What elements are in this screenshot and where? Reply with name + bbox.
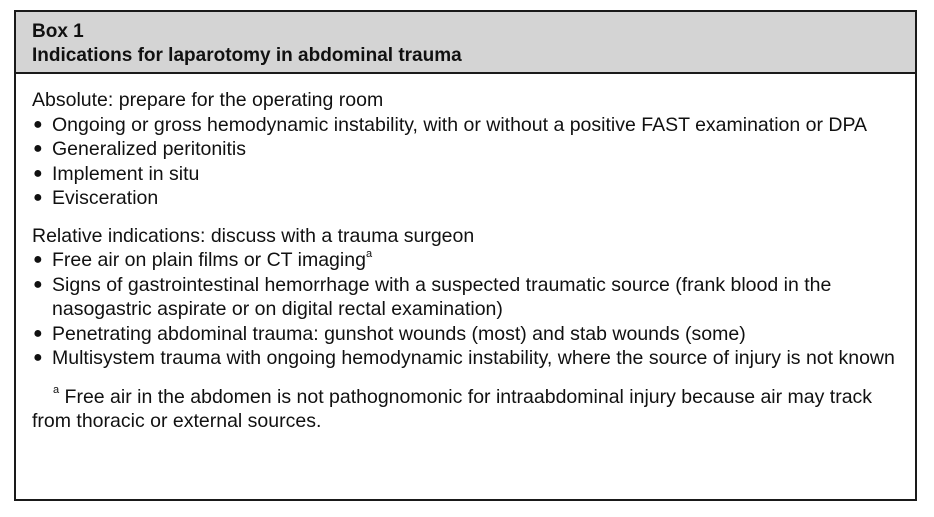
box-label: Box 1 — [32, 21, 84, 42]
bullet-icon: ● — [33, 251, 43, 268]
relative-heading: Relative indications: discuss with a trauma surgeon — [32, 224, 475, 247]
list-item-text: Ongoing or gross hemodynamic instability, with or without a positive FAST examination or DPA — [52, 113, 868, 136]
list-item — [32, 186, 899, 211]
indications-box — [14, 10, 917, 501]
footnote-marker: a — [53, 384, 60, 396]
footnote-text: Free air in the abdomen is not pathognomonic for intraabdominal injury because air may track from thoracic or external sources. — [32, 385, 873, 432]
section-spacer — [32, 211, 899, 224]
bullet-icon: ● — [33, 140, 43, 157]
list-item — [32, 322, 899, 347]
bullet-icon: ● — [33, 324, 43, 342]
bullet-icon: ● — [33, 275, 43, 293]
list-item-text: Signs of gastrointestinal hemorrhage with a suspected traumatic source (frank blood in the nasogastric aspirate or on digital rectal examination) — [52, 273, 832, 320]
box-title: Indications for laparotomy in abdominal trauma — [32, 45, 462, 66]
box-body — [16, 74, 915, 434]
list-item — [32, 273, 899, 322]
list-item — [32, 346, 899, 371]
list-item-text: Evisceration — [52, 187, 159, 209]
list-item — [32, 162, 899, 187]
footnote — [32, 385, 899, 434]
list-item — [32, 248, 899, 273]
list-item-text: Implement in situ — [52, 162, 200, 185]
bullet-icon: ● — [33, 164, 43, 182]
bullet-icon: ● — [33, 349, 43, 366]
bullet-icon: ● — [33, 115, 43, 133]
list-item-text: Multisystem trauma with ongoing hemodynamic instability, where the source of injury is not known — [52, 347, 895, 369]
list-item — [32, 113, 899, 138]
footnote-reference: a — [365, 247, 373, 260]
absolute-list — [32, 113, 899, 211]
absolute-heading: Absolute: prepare for the operating room — [32, 89, 384, 111]
list-item — [32, 137, 899, 162]
relative-list — [32, 248, 899, 371]
bullet-icon: ● — [33, 189, 43, 206]
list-item-text: Penetrating abdominal trauma: gunshot wounds (most) and stab wounds (some) — [52, 322, 746, 345]
list-item-text: Free air on plain films or CT imaging — [52, 249, 366, 271]
list-item-text: Generalized peritonitis — [52, 138, 247, 160]
box-header — [16, 12, 915, 74]
